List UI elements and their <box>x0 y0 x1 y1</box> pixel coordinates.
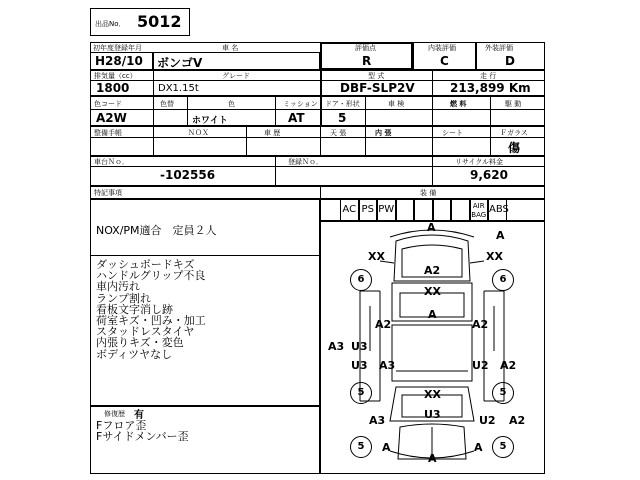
equip-section-label: 装 備 <box>420 189 437 197</box>
exterior-value: D <box>505 54 515 68</box>
label-drive: 駆 動 <box>505 100 522 108</box>
damage-mark: U3 <box>351 359 368 372</box>
label-exterior: 外装評価 <box>485 44 513 52</box>
label-type: 型 式 <box>368 72 385 80</box>
equipment-cell: AIR BAG <box>470 199 489 221</box>
label-ceiling: 天 張 <box>330 129 347 137</box>
damage-mark: A3 <box>369 414 386 427</box>
damage-mark: A2 <box>375 318 392 331</box>
row4 <box>90 126 545 156</box>
damage-mark: A <box>496 229 505 242</box>
repair-value: 有 <box>134 410 144 421</box>
label-history: 車 歴 <box>264 129 281 137</box>
damage-mark: XX <box>368 250 385 263</box>
damage-mark: XX <box>486 250 503 263</box>
damage-mark: U3 <box>424 408 441 421</box>
note-line: ダッシュボードキズ <box>96 258 195 271</box>
year-value: H28/10 <box>95 54 143 68</box>
equipment-cell <box>451 199 470 221</box>
notes-header <box>90 186 545 199</box>
tire-tread-circle: 5 <box>350 436 372 458</box>
damage-mark: XX <box>424 285 441 298</box>
recycle-value: 9,620 <box>470 168 508 182</box>
label-transmission: ミッション <box>283 100 318 108</box>
equipment-cell <box>433 199 452 221</box>
damage-mark: A2 <box>509 414 526 427</box>
equipment-cell <box>414 199 433 221</box>
label-inspection: 車 検 <box>388 100 405 108</box>
note-line: 看板文字消し跡 <box>96 302 173 316</box>
label-fuel: 燃 料 <box>450 100 467 108</box>
notes-list <box>96 259 206 360</box>
tire-tread-circle: 5 <box>350 382 372 404</box>
label-interior: 内装評価 <box>428 44 456 52</box>
note-line: ハンドルグリップ不良 <box>96 269 206 283</box>
lot-label: 出品No． <box>95 20 126 28</box>
tire-tread-circle: 5 <box>492 382 514 404</box>
note-line: スタッドレスタイヤ <box>96 325 195 339</box>
label-score: 評価点 <box>355 44 376 52</box>
damage-mark: A2 <box>472 318 489 331</box>
damage-mark: A3 <box>328 340 345 353</box>
lot-number: 5012 <box>137 12 182 31</box>
cc-value: 1800 <box>96 81 130 95</box>
label-mileage: 走 行 <box>480 72 497 80</box>
repair-label: 修復歴 <box>104 410 125 418</box>
type-value: DBF-SLP2V <box>340 81 415 95</box>
repair-line: Fフロア歪 <box>96 419 147 432</box>
damage-mark: A3 <box>379 359 396 372</box>
label-car-name: 車 名 <box>222 44 239 52</box>
damage-mark: A2 <box>500 359 517 372</box>
chassis-value: -102556 <box>160 168 216 182</box>
repair-list <box>96 420 189 442</box>
equipment-cell: AC <box>340 199 359 221</box>
grade-value: DX1.15t <box>158 83 199 94</box>
color-value: ホワイト <box>192 116 228 126</box>
note-nox: NOX/PM適合 定員２人 <box>96 224 217 237</box>
note-line: ボディツヤなし <box>96 347 173 361</box>
note-line: 車内汚れ <box>96 280 140 294</box>
label-interior-panel: 内 張 <box>375 129 392 137</box>
label-color: 色 <box>228 100 235 108</box>
label-grade: グレード <box>222 72 250 80</box>
equipment-cell: ABS <box>488 199 507 221</box>
label-chassis: 車台Ｎｏ． <box>94 158 129 166</box>
damage-mark: A <box>428 452 437 465</box>
score-value: R <box>362 54 372 68</box>
label-registration: 登録Ｎｏ． <box>288 158 323 166</box>
tire-tread-circle: 6 <box>492 269 514 291</box>
note-line: ランプ割れ <box>96 291 151 305</box>
label-nox: ＮＯＸ <box>188 129 209 137</box>
color-code-value: A2W <box>96 111 127 125</box>
note-line: 荷室キズ・凹み・加工 <box>96 314 206 328</box>
damage-mark: U3 <box>351 340 368 353</box>
mileage-value: 213,899 Km <box>450 81 531 95</box>
label-doors: ドア・形状 <box>325 100 360 108</box>
doors-value: 5 <box>338 111 347 125</box>
label-recycle: リサイクル料金 <box>455 158 504 166</box>
label-seat: シート <box>442 129 463 137</box>
interior-value: C <box>440 54 449 68</box>
equipment-cell: PW <box>377 199 396 221</box>
f-glass-value: 傷 <box>508 141 521 155</box>
lot-number-box <box>90 8 190 36</box>
damage-mark: A <box>427 221 436 234</box>
label-displacement: 排気量（cc） <box>94 72 137 80</box>
damage-mark: U2 <box>472 359 489 372</box>
damage-mark: U2 <box>479 414 496 427</box>
damage-mark: A <box>428 308 437 321</box>
tire-tread-circle: 6 <box>350 269 372 291</box>
repair-line: Fサイドメンバー歪 <box>96 430 189 444</box>
tire-tread-circle: 5 <box>492 436 514 458</box>
damage-mark: A2 <box>424 264 441 277</box>
model-value: ボンゴV <box>157 56 203 70</box>
label-first-registration: 初年度登録年月 <box>93 44 142 52</box>
label-f-glass: Ｆガラス <box>500 129 528 137</box>
damage-mark: XX <box>424 388 441 401</box>
damage-mark: A <box>382 441 391 454</box>
note-line: 内張りキズ・変色 <box>96 336 184 350</box>
label-service-book: 整備手帳 <box>94 129 122 137</box>
equipment-cell <box>396 199 415 221</box>
damage-mark: A <box>474 441 483 454</box>
label-color-change: 色替 <box>160 100 174 108</box>
equipment-cell: PS <box>359 199 378 221</box>
transmission-value: AT <box>288 111 305 125</box>
label-color-code: 色コード <box>94 100 122 108</box>
notes-section-label: 特記事項 <box>94 189 122 197</box>
